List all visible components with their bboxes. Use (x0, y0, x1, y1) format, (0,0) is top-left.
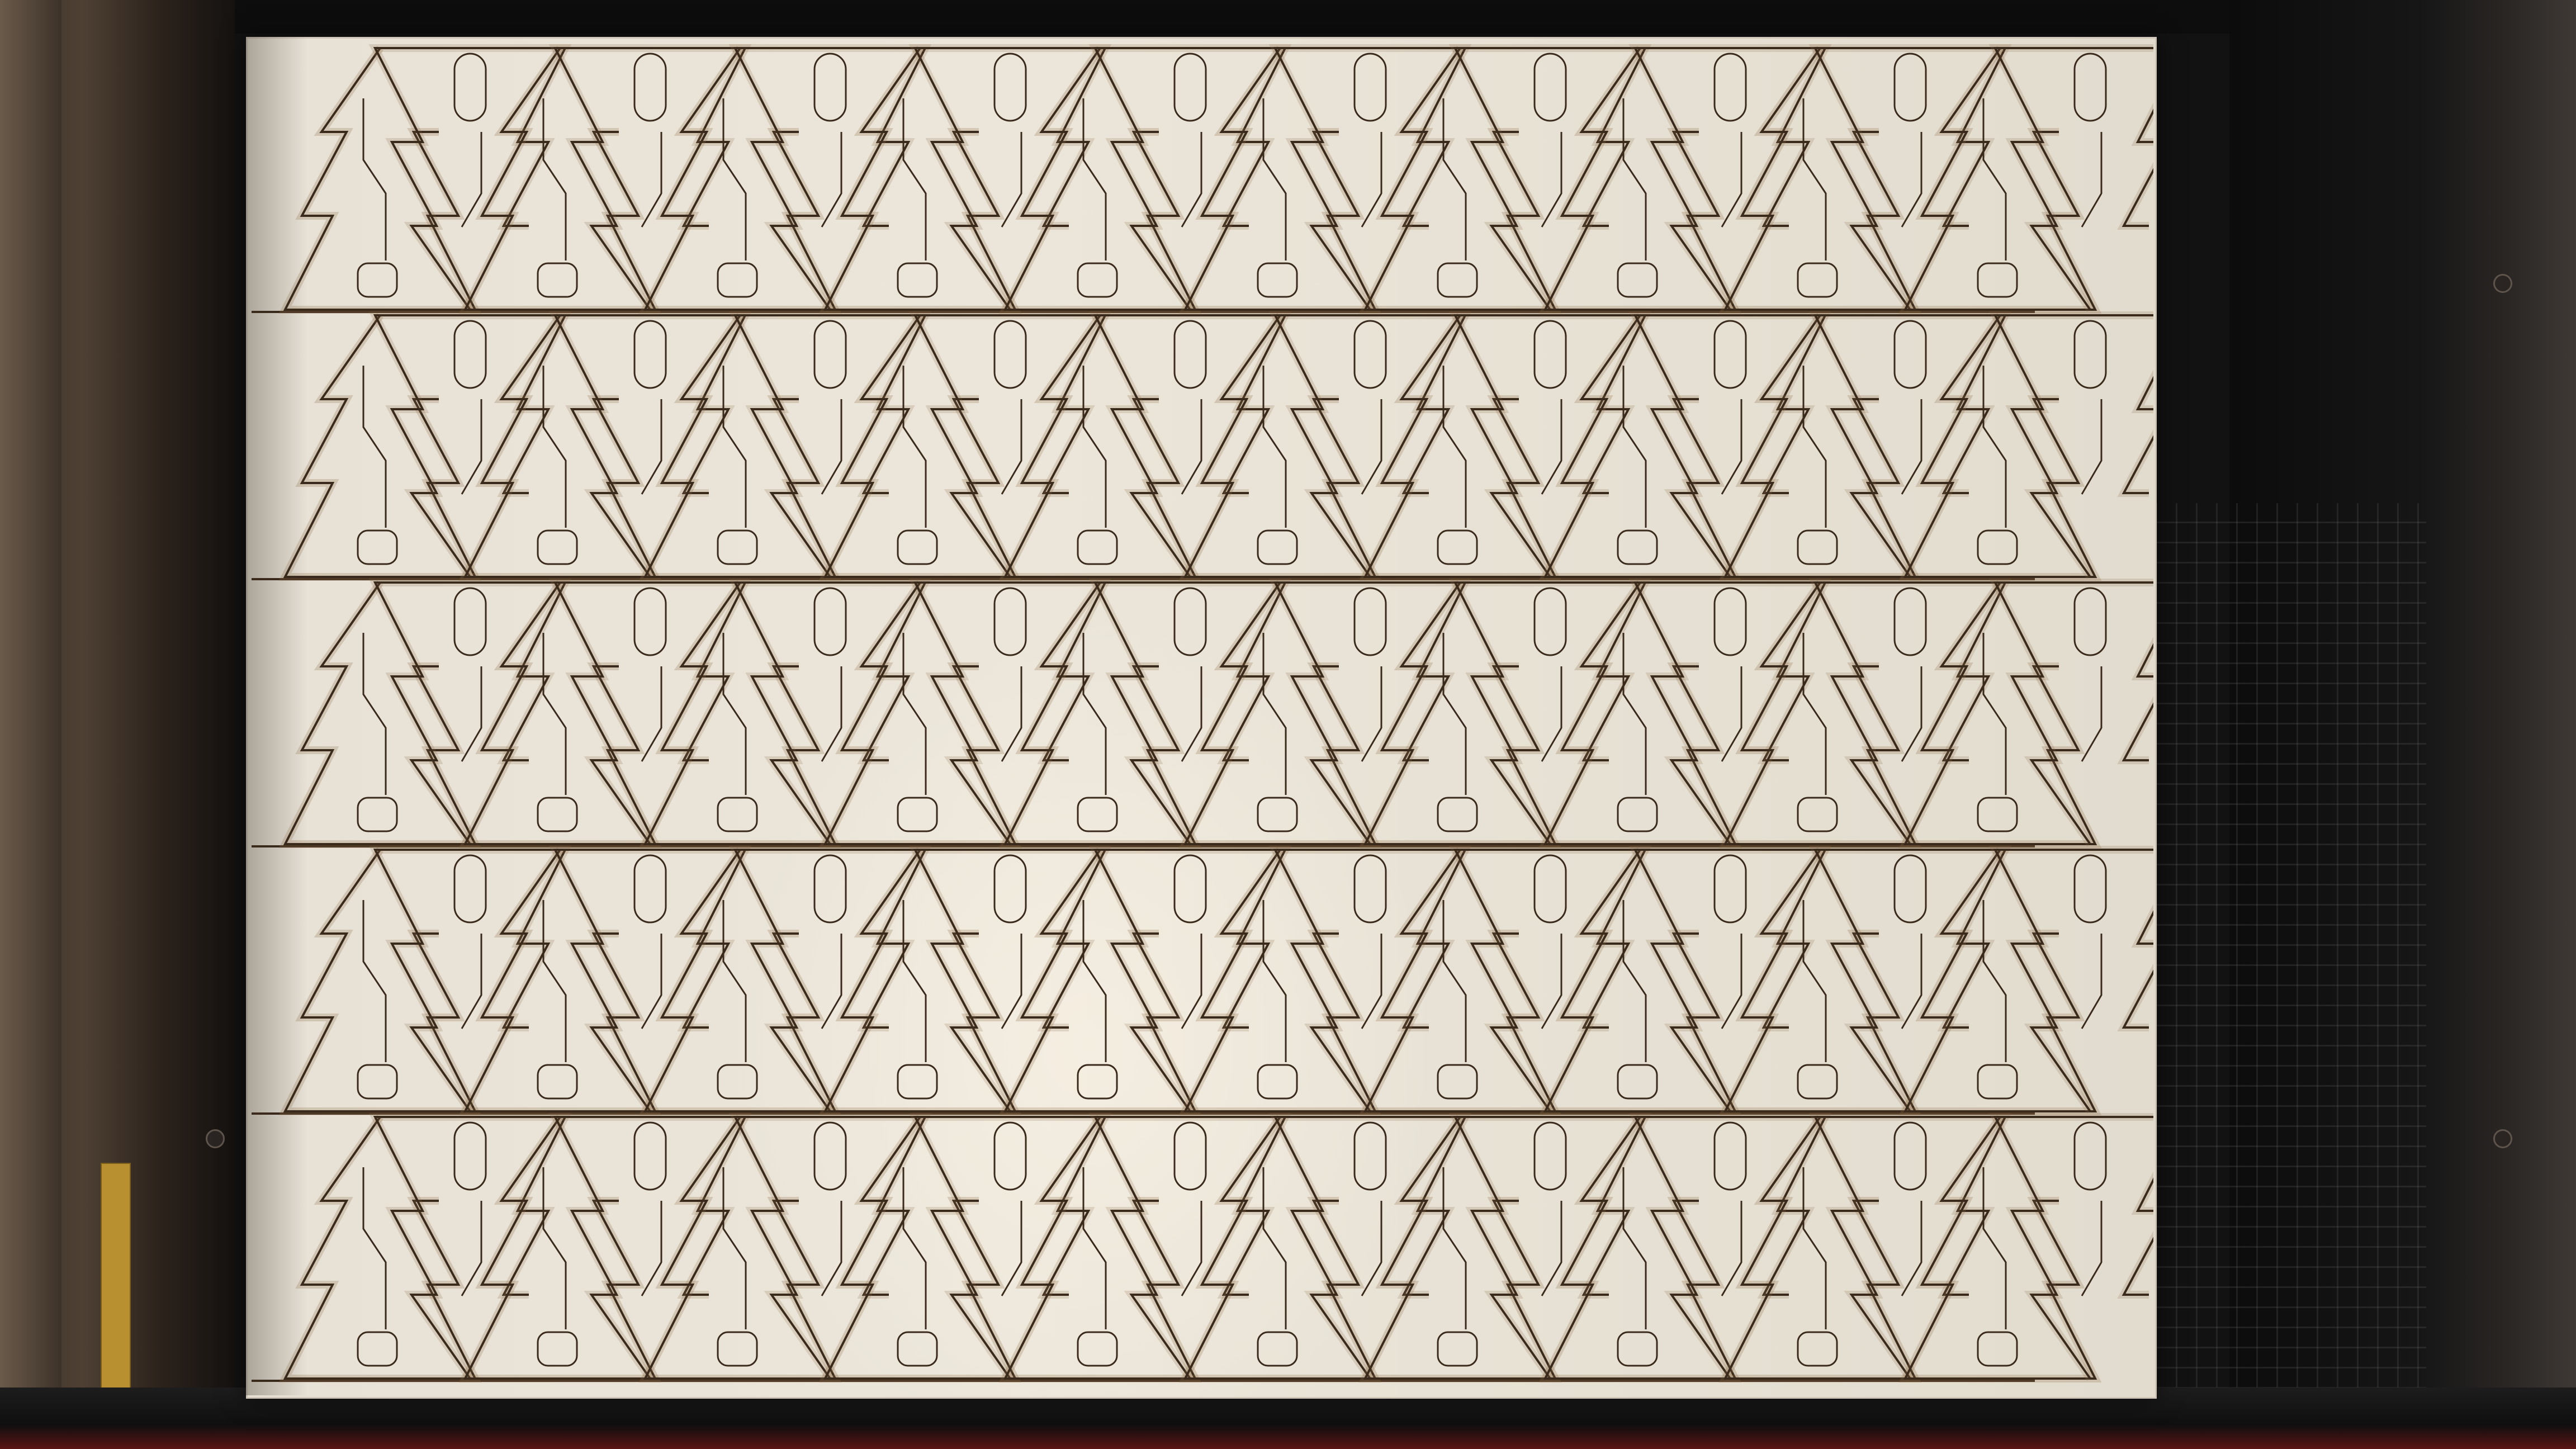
machine-top-frame (0, 0, 2576, 34)
machine-left-edge (0, 0, 61, 1449)
bolt-icon (206, 1129, 225, 1148)
bolt-icon (2493, 1129, 2512, 1148)
bolt-icon (2493, 274, 2512, 293)
honeycomb-grille (2135, 503, 2426, 1409)
warning-sticker (101, 1163, 131, 1400)
tree-cutout-pattern (246, 37, 2153, 1395)
